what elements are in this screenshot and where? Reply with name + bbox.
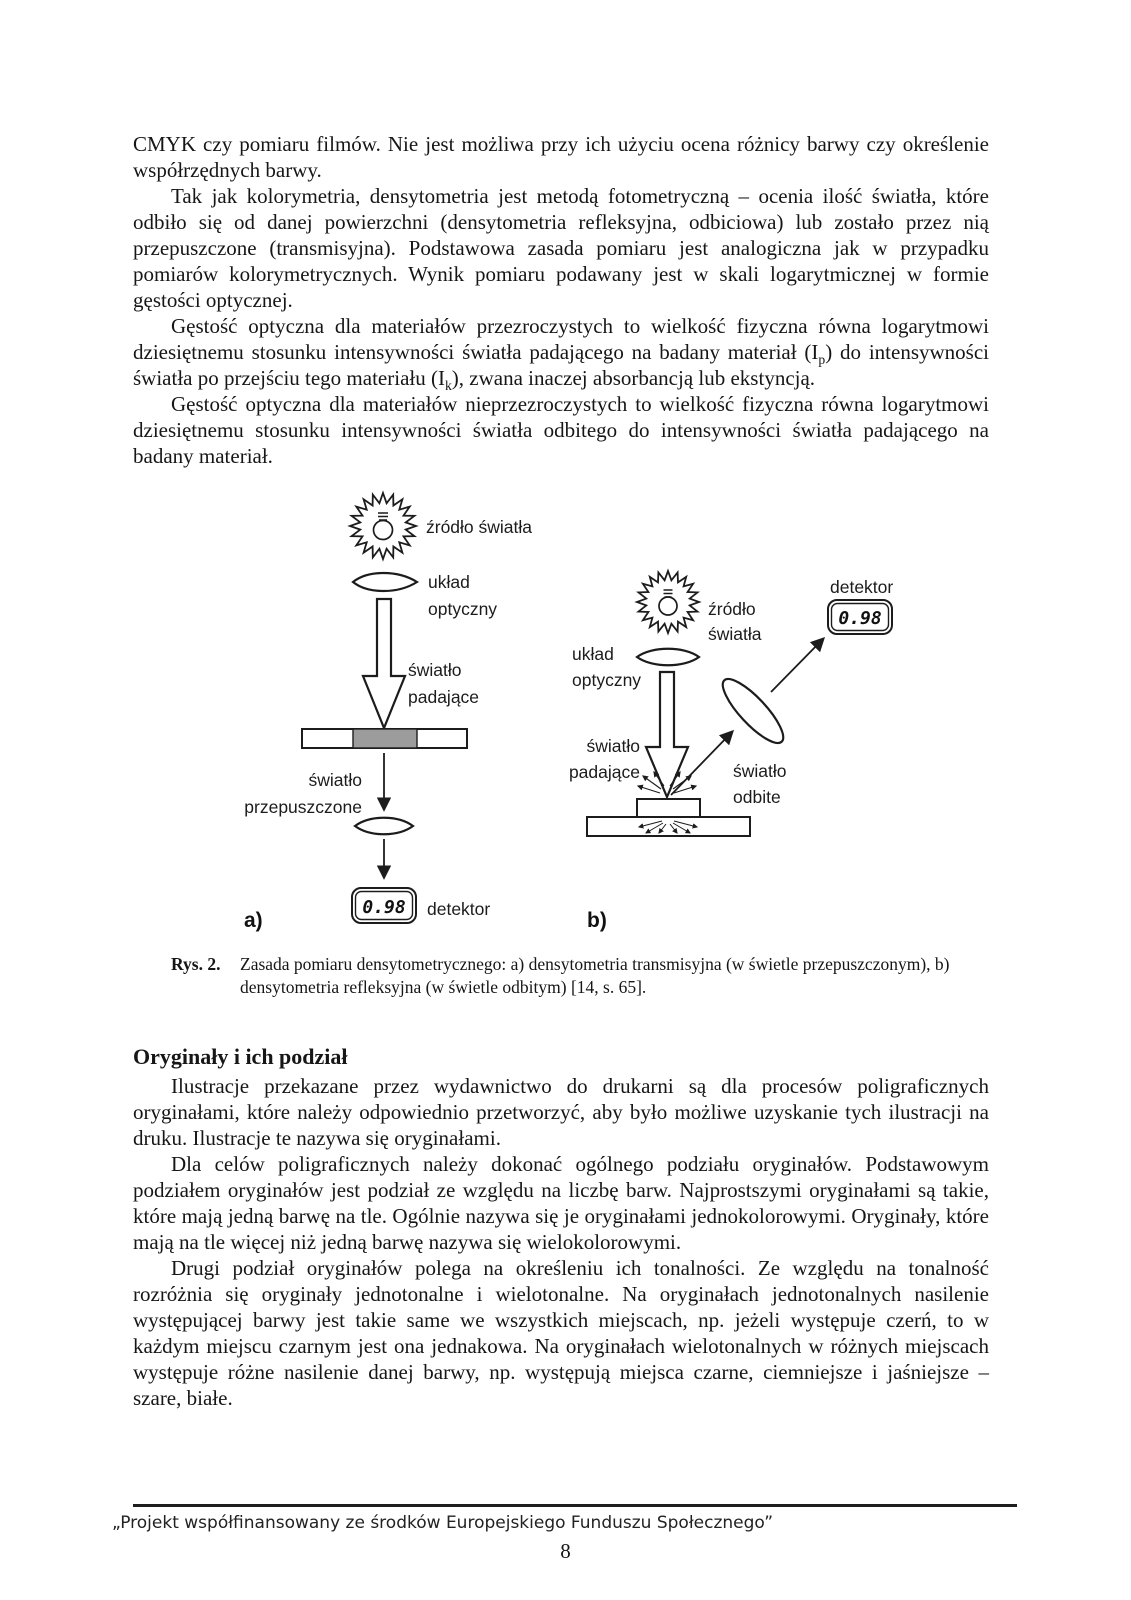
incident-label-a-2: padające	[408, 687, 480, 707]
paragraph-cmyk: CMYK czy pomiaru filmów. Nie jest możliwa przy ich użyciu ocena różnicy barwy czy określenie współrzędnych barwy.	[133, 132, 989, 182]
optics-label-a-2: optyczny	[428, 599, 498, 619]
transmitted-label-1: światło	[308, 770, 362, 790]
figure-caption-text: Zasada pomiaru densytometrycznego: a) densytometria transmisyjna (w świetle przepuszczonym), b) densytometria refleksyjna (w świetle odbitym) [14, s. 65].	[240, 954, 950, 997]
optics-label-b-1: układ	[572, 644, 614, 664]
diagram-a	[244, 493, 532, 932]
lens-icon	[353, 573, 417, 591]
detector-label-a: detektor	[427, 899, 491, 919]
paragraph-gestosc-przezroczyste	[133, 313, 989, 394]
footer-divider	[133, 1504, 1017, 1507]
sample-density-patch	[353, 729, 417, 748]
subfigure-label-a: a)	[244, 909, 263, 932]
paragraph-dla-celow: Dla celów poligraficznych należy dokonać ogólnego podziału oryginałów. Podstawowym podziałem oryginałów jest podział ze względu na liczbę barw. Najprostszymi oryginałami są takie, które mają jedną barwę na tle. Ogólnie nazywa się je oryginałami jednokolorowymi. Oryginały, które mają na tle więcej niż jedną barwę nazywa się wielokolorowymi.	[133, 1152, 989, 1254]
incident-label-b-1: światło	[586, 736, 640, 756]
bulb-icon	[659, 597, 677, 615]
incident-light-arrow	[646, 672, 688, 797]
subscript-k: k	[444, 378, 452, 394]
paragraph-gestosc-nieprzezroczyste: Gęstość optyczna dla materiałów nieprzezroczystych to wielkość fizyczna równa logarytmowi dziesiętnemu stosunku intensywności światła odbitego do intensywności światła padającego na badany materiał.	[133, 392, 989, 468]
transmitted-label-2: przepuszczone	[244, 797, 362, 817]
sample-base	[587, 817, 750, 836]
diagram-b	[569, 571, 893, 932]
source-label-b-1: źródło	[708, 599, 756, 619]
incident-label-a-1: światło	[408, 660, 462, 680]
source-label-b-2: światła	[708, 624, 762, 644]
figure-rys2	[133, 469, 989, 939]
section-heading: Oryginały i ich podział	[133, 1044, 348, 1069]
paragraph-part: ) do intensywności światła po przejściu tego materiału (I	[133, 340, 989, 390]
optics-label-b-2: optyczny	[572, 670, 642, 690]
reflected-label-1: światło	[733, 761, 787, 781]
paragraph-drugi-podzial: Drugi podział oryginałów polega na określeniu ich tonalności. Ze względu na tonalność rozróżnia się oryginały jednotonalne i wielotonalne. Na oryginałach jednotonalnych nasilenie występującej barwy jest takie same we wszystkich miejscach, np. jeżeli występuje czerń, to w każdym miejscu czarnym jest ona jednakowa. Na oryginałach wielotonalnych w różnych miejscach występuje różne nasilenie danej barwy, np. występują miejsca czarne, ciemniejsze i jaśniejsze – szare, białe.	[133, 1256, 989, 1410]
paragraph-ilustracje: Ilustracje przekazane przez wydawnictwo do drukarni są dla procesów poligraficznych oryginałami, które należy odpowiednio przetworzyć, aby było możliwe uzyskanie tych ilustracji na druku. Ilustracje te nazywa się oryginałami.	[133, 1074, 989, 1150]
detector-label-b: detektor	[830, 577, 894, 597]
page-number: 8	[560, 1539, 571, 1563]
densitometry-diagram	[230, 469, 950, 939]
lens-icon	[637, 649, 699, 666]
paragraph-kolorymetria: Tak jak kolorymetria, densytometria jest metodą fotometryczną – ocenia ilość światła, które odbiło się od danej powierzchni (densytometria refleksyjna, odbiciowa) lub zostało przez nią przepuszczone (transmisyjna). Podstawowa zasada pomiaru jest analogiczna jak w przypadku pomiarów kolorymetrycznych. Wynik pomiaru podawany jest w skali logarytmicznej w formie gęstości optycznej.	[133, 184, 989, 312]
paragraph-part: ), zwana inaczej absorbancją lub ekstyncją.	[451, 366, 816, 390]
opaque-sample	[637, 799, 700, 817]
footer-project-text: „Projekt współfinansowany ze środków Europejskiego Funduszu Społecznego”	[112, 1513, 774, 1533]
figure-caption	[171, 953, 967, 999]
detector-value-b: 0.98	[838, 608, 882, 629]
source-label-a: źródło światła	[426, 517, 533, 537]
paragraph-part: Gęstość optyczna dla materiałów przezroczystych to wielkość fizyczna równa logarytmowi dziesiętnemu stosunku intensywności światła padającego na badany materiał (I	[133, 314, 989, 364]
reflected-label-2: odbite	[733, 787, 781, 807]
text-column	[133, 131, 989, 1411]
subscript-p: p	[818, 352, 826, 368]
subfigure-label-b: b)	[587, 909, 607, 932]
optics-label-a-1: układ	[428, 572, 470, 592]
incident-label-b-2: padające	[568, 762, 640, 782]
detector-beam-arrow	[771, 639, 823, 692]
detector-value-a: 0.98	[362, 897, 406, 918]
bulb-icon	[374, 521, 393, 540]
incident-light-arrow	[363, 599, 405, 728]
lens-icon	[355, 818, 413, 835]
figure-caption-label: Rys. 2.	[171, 954, 221, 974]
